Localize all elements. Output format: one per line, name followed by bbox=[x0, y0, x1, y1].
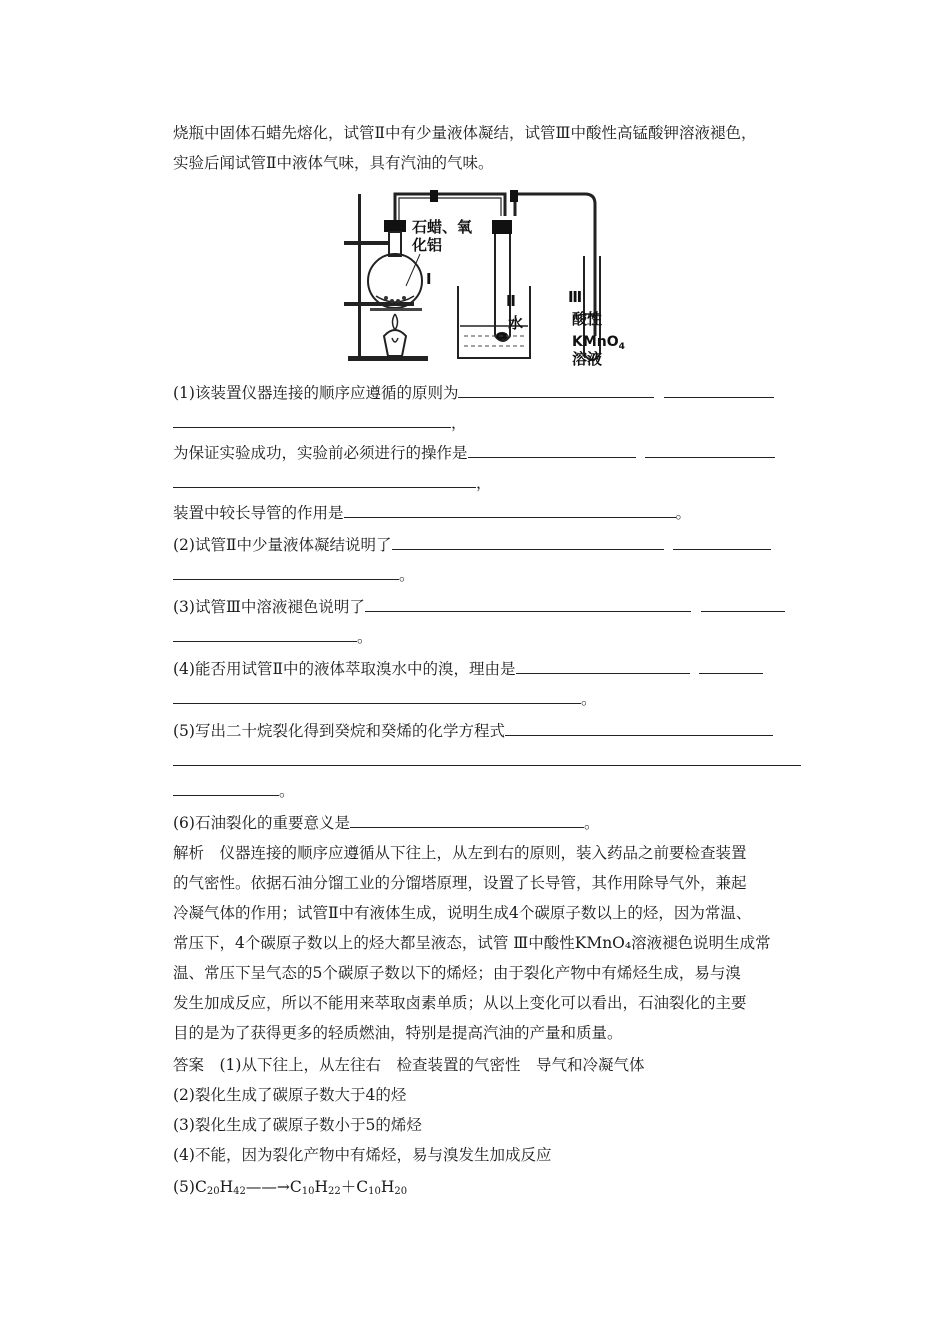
answer-blank[interactable] bbox=[505, 720, 773, 736]
answer-blank[interactable] bbox=[365, 596, 691, 612]
question-4-line-2 bbox=[173, 688, 597, 710]
period: 。 bbox=[581, 690, 597, 708]
answer-blank[interactable] bbox=[516, 658, 690, 674]
analysis-line-4: 常压下，4个碳原子数以上的烃大都呈液态，试管 Ⅲ中酸性KMnO₄溶液褪色说明生成常 bbox=[173, 934, 771, 952]
answer-blank[interactable] bbox=[392, 534, 664, 550]
question-3-line-2 bbox=[173, 626, 373, 648]
label-water: 水 bbox=[508, 314, 524, 332]
period: 。 bbox=[279, 782, 295, 800]
answer-blank[interactable] bbox=[173, 688, 581, 704]
apparatus-figure bbox=[340, 186, 640, 370]
reaction-arrow: ——→ bbox=[245, 1178, 290, 1196]
answer-blank[interactable] bbox=[173, 626, 357, 642]
question-1b-text: 为保证实验成功，实验前必须进行的操作是 bbox=[173, 444, 468, 462]
answer-blank[interactable] bbox=[664, 382, 774, 398]
intro-line-1: 烧瓶中固体石蜡先熔化，试管Ⅱ中有少量液体凝结，试管Ⅲ中酸性高锰酸钾溶液褪色， bbox=[173, 124, 757, 142]
question-5-text: (5)写出二十烷裂化得到癸烷和癸烯的化学方程式 bbox=[173, 722, 505, 740]
label-kmno4: KMnO$_4$ bbox=[572, 334, 625, 352]
label-II: Ⅱ bbox=[506, 292, 516, 310]
answer-blank[interactable] bbox=[173, 412, 451, 428]
period: 。 bbox=[675, 504, 692, 522]
answer-blank[interactable] bbox=[173, 780, 279, 796]
period: 。 bbox=[399, 566, 415, 584]
analysis-line-6: 发生加成反应，所以不能用来萃取卤素单质；从以上变化可以看出，石油裂化的主要 bbox=[173, 994, 747, 1012]
question-1c-text: 装置中较长导管的作用是 bbox=[173, 504, 344, 522]
wire-gauze bbox=[370, 308, 422, 311]
answer-blank[interactable] bbox=[701, 596, 785, 612]
analysis-line-3: 冷凝气体的作用；试管Ⅱ中有液体生成，说明生成4个碳原子数以上的烃，因为常温、 bbox=[173, 904, 752, 922]
analysis-line-1: 解析 仪器连接的顺序应遵循从下往上，从左到右的原则，装入药品之前要检查装置 bbox=[173, 844, 747, 862]
question-1-line-2 bbox=[173, 412, 467, 434]
answer-blank[interactable] bbox=[645, 442, 775, 458]
stand-rod bbox=[358, 194, 361, 358]
label-solution: 溶液 bbox=[572, 350, 603, 368]
question-3-line-1 bbox=[173, 596, 785, 618]
question-1-line-5 bbox=[173, 502, 691, 524]
question-5-line-2 bbox=[173, 750, 801, 772]
question-5-line-3 bbox=[173, 780, 295, 802]
label-wax-2: 化铝 bbox=[412, 236, 443, 254]
answer-blank[interactable] bbox=[350, 812, 584, 828]
question-2-text: (2)试管Ⅱ中少量液体凝结说明了 bbox=[173, 536, 392, 554]
analysis-line-2: 的气密性。依据石油分馏工业的分馏塔原理，设置了长导管，其作用除导气外，兼起 bbox=[173, 874, 747, 892]
question-2-line-2 bbox=[173, 564, 415, 586]
question-4-line-1 bbox=[173, 658, 763, 680]
comma: ， bbox=[476, 474, 492, 492]
answer-blank[interactable] bbox=[673, 534, 771, 550]
question-1-line-1 bbox=[173, 382, 774, 404]
question-5-line-1 bbox=[173, 720, 773, 742]
answer-line-5-equation: $(5)C_{20}H_{42}——\to C_{10}H_{22}+C_{10}H_{20}$ bbox=[173, 1178, 408, 1197]
analysis-line-7: 目的是为了获得更多的轻质燃油，特别是提高汽油的产量和质量。 bbox=[173, 1024, 623, 1042]
answer-blank[interactable] bbox=[173, 472, 476, 488]
question-6-line-1 bbox=[173, 812, 599, 834]
answer-blank[interactable] bbox=[458, 382, 654, 398]
clamp-upper bbox=[344, 241, 389, 245]
answer-blank[interactable] bbox=[173, 564, 399, 580]
answer-line-1: 答案 (1)从下往上，从左往右 检查装置的气密性 导气和冷凝气体 bbox=[173, 1056, 645, 1074]
answer-line-4: (4)不能，因为裂化产物中有烯烃，易与溴发生加成反应 bbox=[173, 1146, 552, 1164]
label-wax-1: 石蜡、氧 bbox=[412, 218, 473, 236]
label-I: Ⅰ bbox=[426, 270, 432, 288]
analysis-line-5: 温、常压下呈气态的5个碳原子数以下的烯烃；由于裂化产物中有烯烃生成，易与溴 bbox=[173, 964, 741, 982]
question-1-line-4 bbox=[173, 472, 492, 494]
comma: ， bbox=[451, 414, 467, 432]
answer-line-2: (2)裂化生成了碳原子数大于4的烃 bbox=[173, 1086, 407, 1104]
question-4-text: (4)能否用试管Ⅱ中的液体萃取溴水中的溴，理由是 bbox=[173, 660, 516, 678]
answer-blank[interactable] bbox=[468, 442, 636, 458]
intro-line-2: 实验后闻试管Ⅱ中液体气味，具有汽油的气味。 bbox=[173, 154, 494, 172]
answer-line-3: (3)裂化生成了碳原子数小于5的烯烃 bbox=[173, 1116, 422, 1134]
alcohol-burner bbox=[384, 314, 406, 356]
answer-blank[interactable] bbox=[344, 502, 676, 518]
answer-blank[interactable] bbox=[699, 658, 763, 674]
question-2-line-1 bbox=[173, 534, 771, 556]
period: 。 bbox=[583, 814, 600, 832]
question-3-text: (3)试管Ⅲ中溶液褪色说明了 bbox=[173, 598, 365, 616]
label-III: Ⅲ bbox=[568, 288, 583, 306]
question-1-line-3 bbox=[173, 442, 775, 464]
delivery-tube-2 bbox=[515, 194, 560, 216]
label-acid: 酸性 bbox=[572, 310, 603, 328]
question-1-text: (1)该装置仪器连接的顺序应遵循的原则为 bbox=[173, 384, 459, 402]
question-6-text: (6)石油裂化的重要意义是 bbox=[173, 814, 350, 832]
period: 。 bbox=[357, 628, 373, 646]
answer-blank[interactable] bbox=[173, 750, 801, 766]
